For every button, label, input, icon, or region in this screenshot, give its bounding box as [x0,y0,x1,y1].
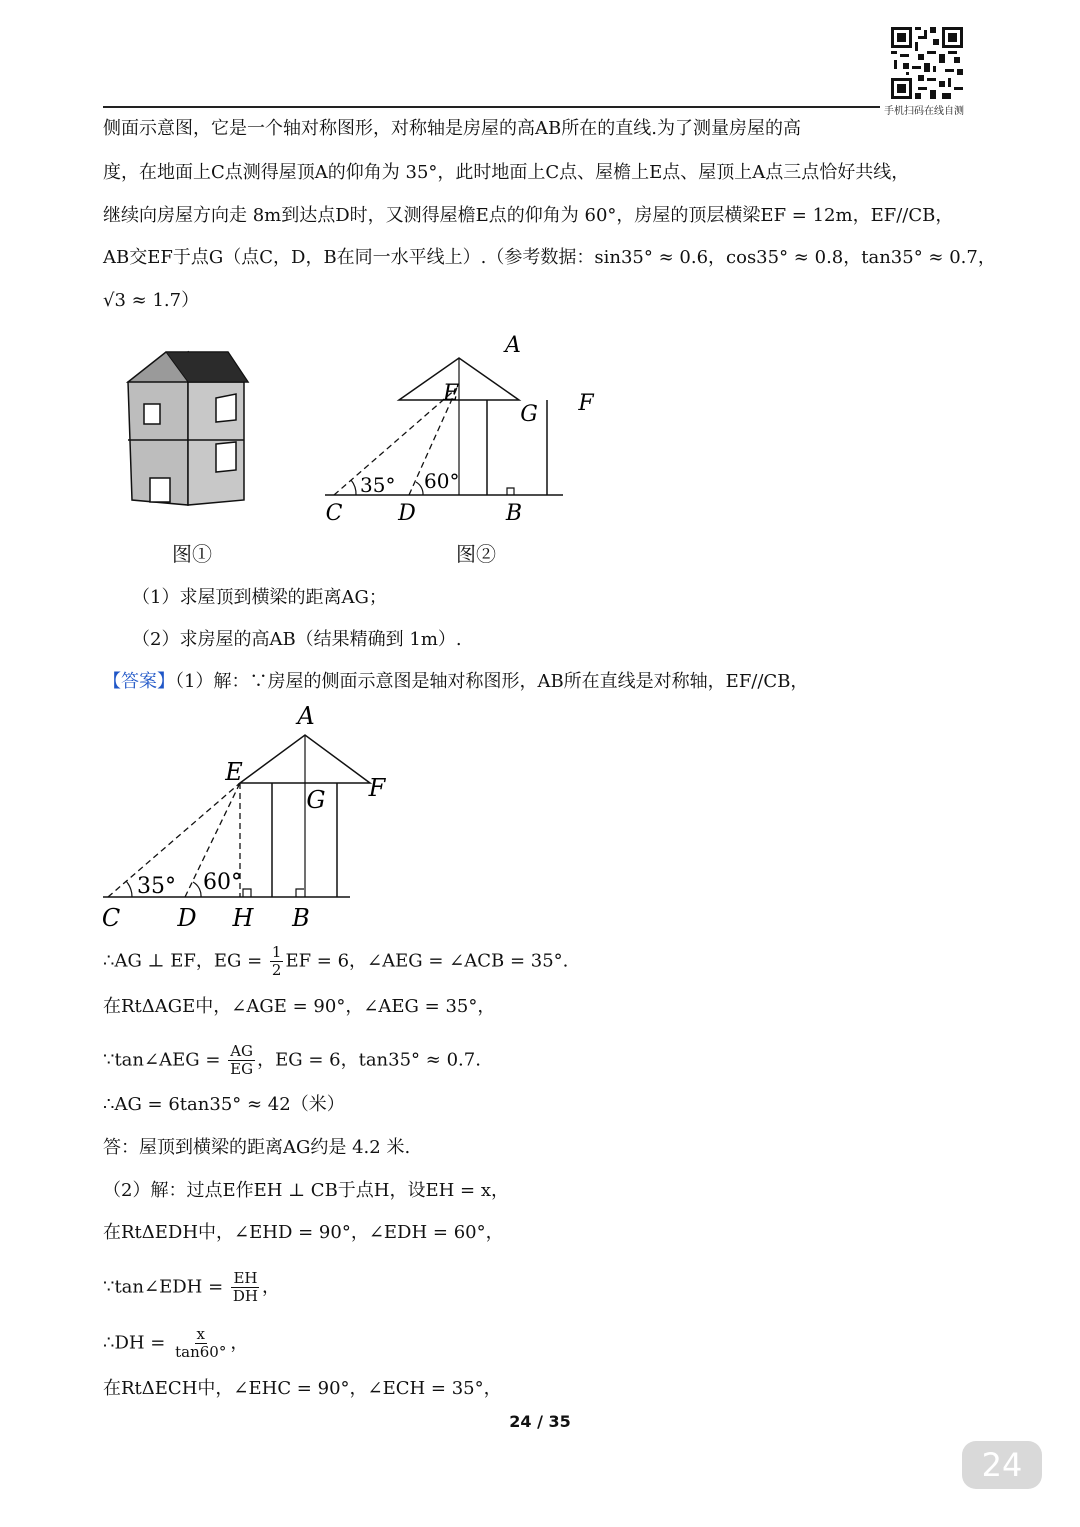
page-badge[interactable]: 24 [962,1441,1042,1489]
answer-intro-line [103,670,808,694]
fig3-label-F: F [368,774,386,802]
figure-2-caption: 图② [456,542,496,566]
fig2-label-F: F [578,391,594,416]
fraction-eh-dh [231,1270,260,1305]
answer-line-9 [103,1326,248,1361]
figure-1-caption: 图① [172,542,212,566]
fig3-label-G: G [306,786,326,814]
fraction-denominator: tan60° [175,1343,227,1361]
fig2-label-G: G [520,402,538,427]
fraction-denominator: EG [230,1060,254,1078]
answer-line-1 [103,944,568,979]
answer-line-3 [103,1043,481,1078]
answer-line-3-part-b: ，EG = 6，tan35° ≈ 0.7. [257,1049,481,1071]
problem-line-4: AB交EF于点G（点C，D，B在同一水平线上）.（参考数据：sin35° ≈ 0.6，cos35° ≈ 0.8，tan35° ≈ 0.7， [103,247,996,268]
question-2: （2）求房屋的高AB（结果精确到 1m）. [132,629,462,650]
question-1: （1）求屋顶到横梁的距离AG； [132,587,387,608]
fig3-angle-35: 35° [137,874,176,899]
problem-line-3: 继续向房屋方向走 8m到达点D时，又测得屋檐E点的仰角为 60°，房屋的顶层横梁EF = 12m，EF//CB， [103,205,954,226]
answer-line-4: ∴AG = 6tan35° ≈ 42（米） [103,1094,345,1115]
figure-3-diagram [100,700,400,935]
answer-line-8-part-b: ， [262,1276,281,1298]
problem-line-1: 侧面示意图，它是一个轴对称图形，对称轴是房屋的高AB所在的直线.为了测量房屋的高 [103,118,801,139]
answer-line-10: 在RtΔECH中，∠EHC = 90°，∠ECH = 35°， [103,1378,502,1399]
fig2-label-C: C [325,501,343,526]
fig3-label-E: E [225,758,243,786]
fig2-label-E: E [442,381,460,406]
fig2-angle-35: 35° [360,473,396,497]
page-number: 24 / 35 [509,1412,571,1431]
problem-line-5: √3 ≈ 1.7） [103,290,200,311]
answer-line-5: 答：屋顶到横梁的距离AG约是 4.2 米. [103,1137,411,1158]
answer-line-7: 在RtΔEDH中，∠EHD = 90°，∠EDH = 60°， [103,1222,504,1243]
fig3-label-A: A [297,702,315,730]
fraction-x-tan60 [173,1326,228,1361]
figure-house-drawing [118,340,258,515]
answer-line-9-part-a: ∴DH = [103,1332,166,1354]
fig3-label-H: H [232,904,254,932]
fraction-one-half [270,944,284,979]
fig2-angle-60: 60° [424,469,460,493]
fig3-label-D: D [177,904,197,932]
fraction-denominator: DH [232,1287,259,1305]
answer-line-1-part-a: ∴AG ⊥ EF，EG = [103,950,263,972]
answer-tag: 【答案】 [103,671,175,692]
fig2-label-D: D [398,501,416,526]
fig3-angle-60: 60° [203,870,242,895]
fig2-label-B: B [505,501,523,526]
fig3-label-B: B [292,904,310,932]
answer-line-2: 在RtΔAGE中，∠AGE = 90°，∠AEG = 35°， [103,996,496,1017]
fig3-label-C: C [101,904,121,932]
problem-line-2: 度，在地面上C点测得屋顶A的仰角为 35°，此时地面上C点、屋檐上E点、屋顶上A点三点恰好共线， [103,162,910,183]
answer-intro: （1）解：∵房屋的侧面示意图是轴对称图形，AB所在直线是对称轴，EF//CB， [175,671,809,692]
figure-2-diagram [320,330,600,530]
qr-caption: 手机扫码在线自测 [884,106,964,117]
answer-line-6: （2）解：过点E作EH ⊥ CB于点H，设EH = x， [103,1180,510,1201]
fraction-numerator: AG [230,1042,254,1060]
answer-line-8-part-a: ∵tan∠EDH = [103,1276,224,1298]
fraction-numerator: EH [233,1269,258,1287]
qr-code-icon[interactable] [891,27,963,99]
header-rule [103,106,880,108]
fraction-denominator: 2 [271,961,282,979]
answer-line-8 [103,1270,280,1305]
answer-line-1-part-b: EF = 6，∠AEG = ∠ACB = 35°. [285,950,569,972]
fig2-label-A: A [505,333,521,358]
answer-line-9-part-b: ， [230,1332,249,1354]
fraction-numerator: x [196,1325,205,1343]
answer-line-3-part-a: ∵tan∠AEG = [103,1049,221,1071]
fraction-numerator: 1 [271,943,282,961]
fraction-ag-eg [228,1043,255,1078]
